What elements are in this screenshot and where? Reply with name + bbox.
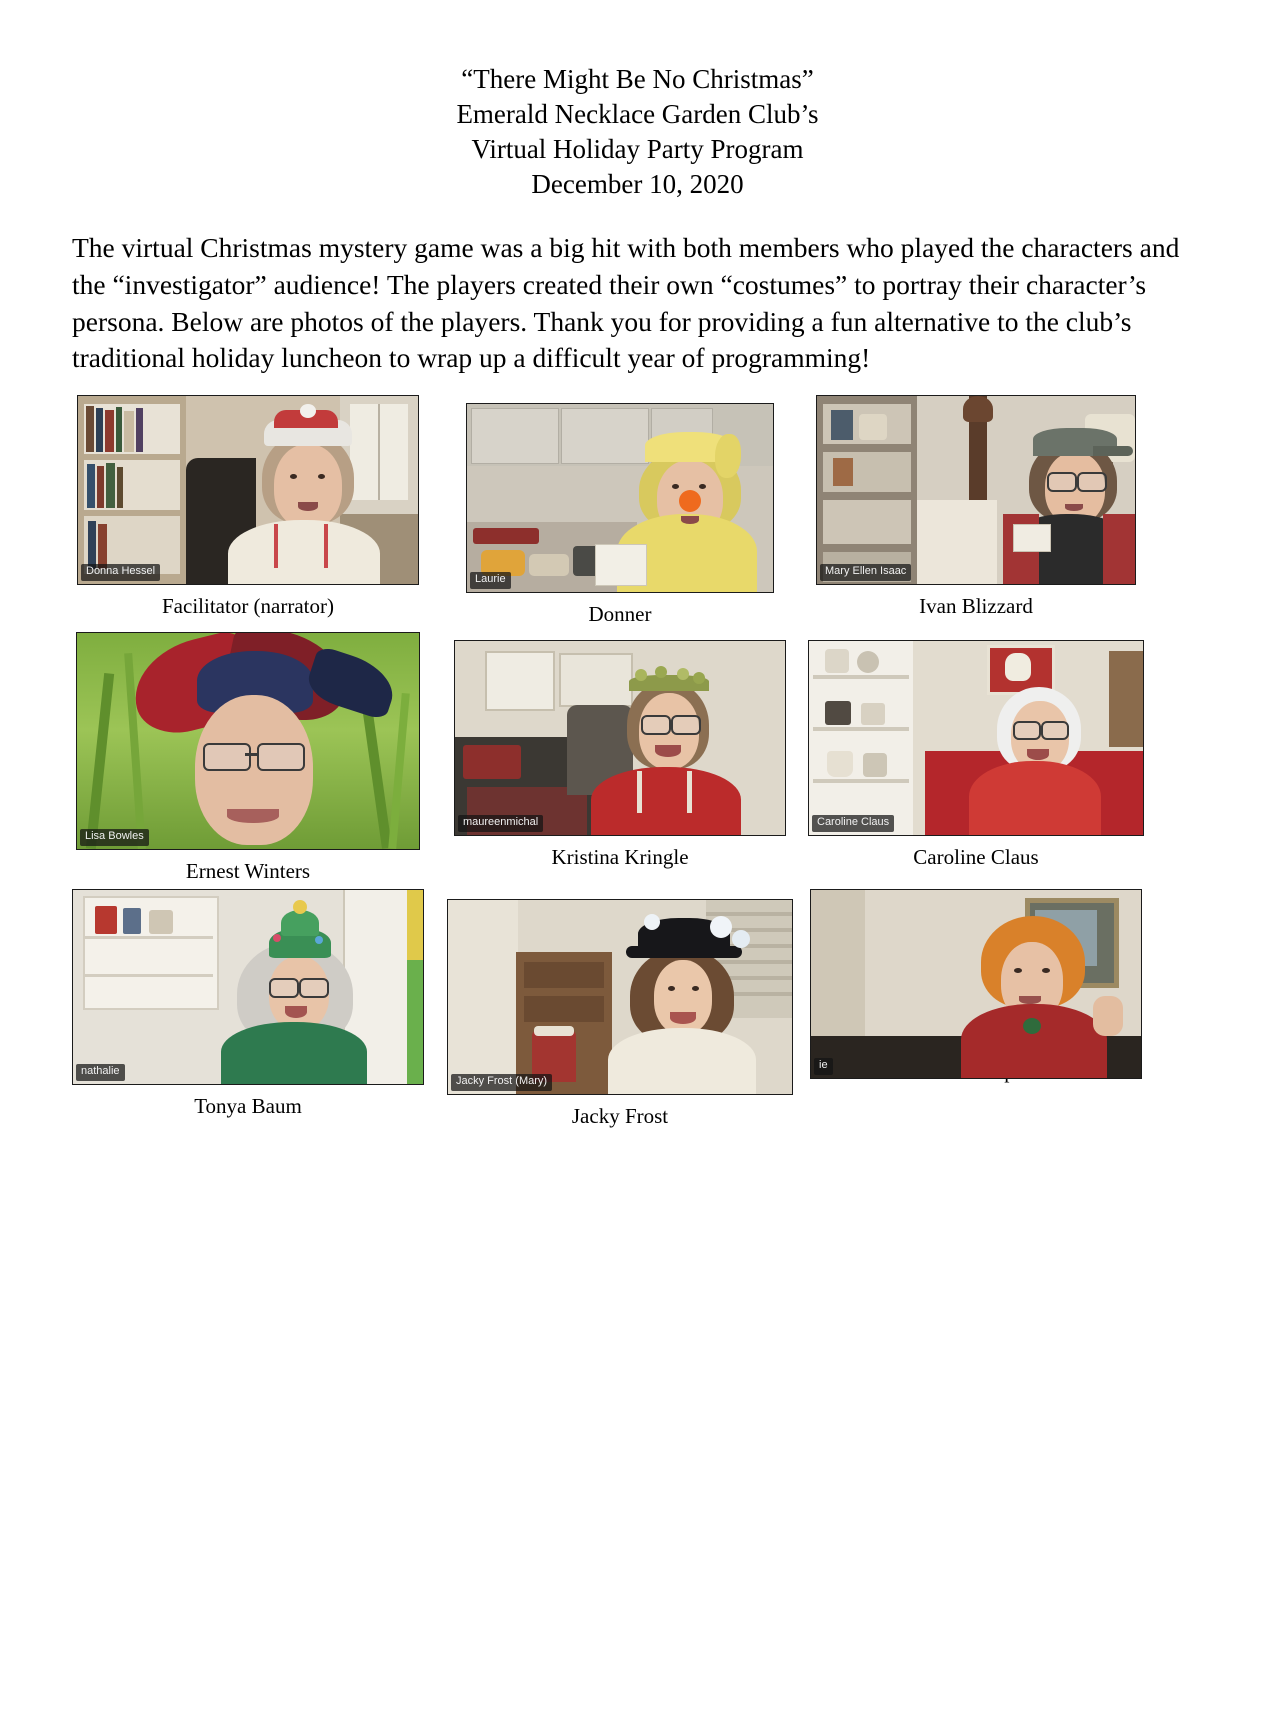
photo-caption: Tonya Baum (194, 1093, 302, 1118)
video-scene (448, 900, 792, 1094)
gallery-row (62, 632, 1213, 883)
gallery-cell (62, 632, 434, 883)
gallery-row (62, 395, 1213, 626)
page-title (0, 62, 1275, 202)
photo-caption: Jacky Frost (571, 1103, 669, 1128)
page-bottom-whitespace (0, 1134, 1275, 1654)
video-tile-ivan-blizzard[interactable] (816, 395, 1136, 585)
title-line-2: Emerald Necklace Garden Club’s (456, 99, 819, 130)
title-line-4: December 10, 2020 (531, 169, 744, 200)
document-page (0, 62, 1275, 1712)
photo-caption: Donner (588, 601, 652, 626)
video-tile-caroline-claus[interactable] (808, 640, 1144, 836)
intro-paragraph: The virtual Christmas mystery game was a big hit with both members who played the characters and the “investigator” audience! The players created their own “costumes” to portray their character’s persona. Below are photos of the players. Thank you for providing a fun alternative to the club’s traditional holiday luncheon to wrap up a difficult year of programming! (72, 232, 1180, 374)
video-tile-jacky-frost[interactable] (447, 899, 793, 1095)
video-tile-the-krampus[interactable] (810, 889, 1142, 1079)
gallery-cell (434, 889, 806, 1128)
zoom-name-label: Jacky Frost (Mary) (451, 1074, 552, 1091)
zoom-name-label: Caroline Claus (812, 815, 894, 832)
gallery-row (62, 889, 1213, 1128)
video-tile-facilitator[interactable] (77, 395, 419, 585)
video-scene (809, 641, 1143, 835)
video-tile-tonya-baum[interactable] (72, 889, 424, 1085)
video-scene (817, 396, 1135, 584)
zoom-name-label: Laurie (470, 572, 511, 589)
photo-caption: Ernest Winters (185, 858, 311, 883)
zoom-name-label: ie (814, 1058, 833, 1075)
gallery-cell (806, 889, 1146, 1083)
zoom-name-label: Donna Hessel (81, 564, 160, 581)
photo-gallery (0, 395, 1275, 1128)
video-tile-kristina-kringle[interactable] (454, 640, 786, 836)
gallery-cell (434, 395, 806, 626)
photo-caption: Caroline Claus (913, 844, 1039, 869)
zoom-name-label: nathalie (76, 1064, 125, 1081)
zoom-name-label: Mary Ellen Isaac (820, 564, 911, 581)
video-tile-donner[interactable] (466, 403, 774, 593)
video-scene (77, 633, 419, 849)
gallery-cell (434, 632, 806, 869)
gallery-cell (62, 889, 434, 1118)
photo-caption: Ivan Blizzard (919, 593, 1033, 618)
video-scene (73, 890, 423, 1084)
photo-caption: Facilitator (narrator) (162, 593, 334, 618)
title-line-1: “There Might Be No Christmas” (461, 64, 814, 94)
video-scene (811, 890, 1141, 1078)
video-tile-ernest-winters[interactable] (76, 632, 420, 850)
gallery-cell (806, 632, 1146, 869)
zoom-name-label: Lisa Bowles (80, 829, 149, 846)
video-scene (455, 641, 785, 835)
video-scene (467, 404, 773, 592)
photo-caption: Kristina Kringle (551, 844, 689, 869)
video-scene (78, 396, 418, 584)
gallery-cell (806, 395, 1146, 618)
zoom-name-label: maureenmichal (458, 815, 543, 832)
gallery-cell (62, 395, 434, 618)
title-line-3: Virtual Holiday Party Program (471, 134, 804, 165)
